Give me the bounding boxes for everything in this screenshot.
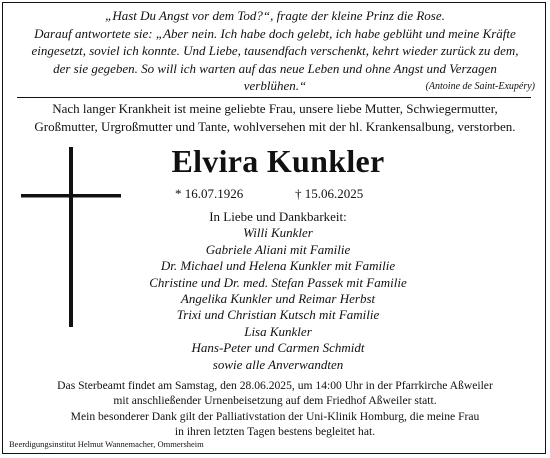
mourners-list — [113, 209, 443, 373]
service-line: mit anschließender Urnenbeisetzung auf dem Friedhof Aßweiler statt. — [113, 394, 437, 407]
funeral-home-credit: Beerdigungsinstitut Helmut Wannemacher, Ommersheim — [9, 439, 204, 449]
service-announcement — [11, 378, 539, 408]
mourner-entry: Christine und Dr. med. Stefan Passek mit Familie — [149, 274, 407, 290]
mourners-heading: In Liebe und Dankbarkeit: — [209, 209, 347, 224]
birth-date: * 16.07.1926 — [175, 186, 244, 201]
intro-line: Nach langer Krankheit ist meine geliebte Frau, unsere liebe Mutter, Schwiegermutter, — [52, 101, 498, 116]
mourner-entry: Lisa Kunkler — [244, 323, 312, 339]
mourner-entry: Gabriele Aliani mit Familie — [205, 241, 351, 257]
mourner-entry: Willi Kunkler — [243, 225, 313, 241]
divider-line — [17, 97, 531, 98]
latin-cross-icon — [21, 147, 121, 327]
quote-line: Darauf antwortete sie: „Aber nein. Ich habe doch gelebt, ich habe geblüht und meine Kräfte — [34, 25, 516, 41]
quote-attribution: (Antoine de Saint-Exupéry) — [425, 81, 535, 92]
thanks-line: Mein besonderer Dank gilt der Palliativstation der Uni-Klinik Homburg, die meine Frau — [70, 410, 480, 423]
intro-text — [11, 100, 539, 135]
death-date: † 15.06.2025 — [295, 186, 364, 201]
mourner-entry: Hans-Peter und Carmen Schmidt — [191, 340, 365, 356]
quote-line: der sie gegeben. So will ich warten auf das neue Leben und ohne Angst und Verzagen — [53, 60, 497, 76]
thanks-line: in ihren letzten Tagen bestens begleitet hat. — [174, 425, 376, 438]
quote-block — [13, 7, 537, 95]
mourner-entry: sowie alle Anverwandten — [212, 356, 344, 372]
quote-line: verblühen.“ — [243, 78, 307, 93]
quote-line: „Hast Du Angst vor dem Tod?“, fragte der kleine Prinz die Rose. — [105, 8, 445, 23]
obituary-notice — [2, 2, 546, 454]
mourner-entry: Dr. Michael und Helena Kunkler mit Familie — [160, 258, 396, 274]
intro-line: Großmutter, Urgroßmutter und Tante, wohlversehen mit der hl. Krankensalbung, verstorben. — [34, 118, 516, 134]
quote-last-line — [13, 77, 537, 95]
quote-line: eingesetzt, soviel ich konnte. Und Liebe, tausendfach verschenkt, kehrt wieder zurück zu dem, — [31, 43, 519, 58]
service-line: Das Sterbeamt findet am Samstag, den 28.06.2025, um 14:00 Uhr in der Pfarrkirche Aßweiler — [57, 379, 493, 392]
mourner-entry: Angelika Kunkler und Reimar Herbst — [180, 291, 376, 307]
thanks-note — [11, 409, 539, 439]
mourner-entry: Trixi und Christian Kutsch mit Familie — [176, 307, 380, 323]
deceased-name: Elvira Kunkler — [171, 143, 385, 179]
